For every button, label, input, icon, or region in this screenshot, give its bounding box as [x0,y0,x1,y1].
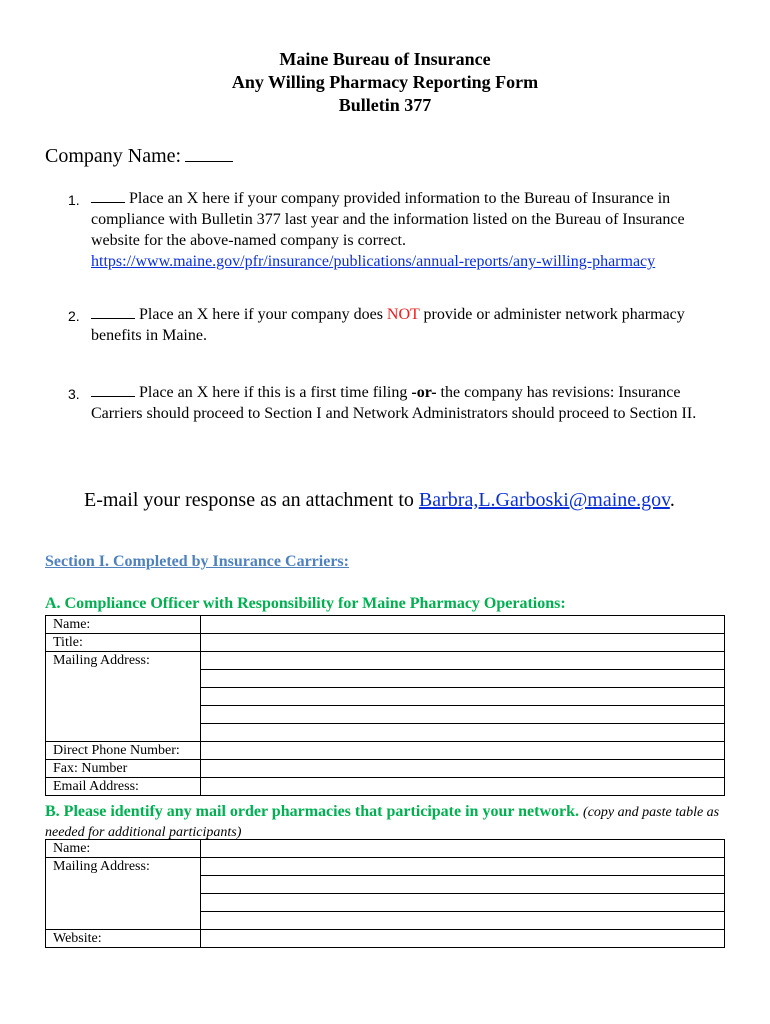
field-label: Mailing Address: [46,652,201,742]
item-2-text-before: Place an X here if your company does [139,306,383,323]
field-label: Name: [46,616,201,634]
email-prefix: E-mail your response as an attachment to [84,489,414,511]
pharmacy-address-field-2[interactable] [201,876,725,894]
company-name-label: Company Name: [45,145,182,167]
table-row [46,760,725,778]
email-suffix: . [669,489,675,511]
table-row [46,634,725,652]
section-b-heading: B. Please identify any mail order pharmacies that participate in your network. [45,803,580,820]
email-field[interactable] [201,778,725,796]
checkbox-blank-2[interactable] [91,304,135,319]
email-link[interactable]: Barbra,L.Garboski@maine.gov [418,489,670,511]
address-field-1[interactable] [201,652,725,670]
pharmacy-address-field-1[interactable] [201,858,725,876]
checkbox-blank-3[interactable] [91,382,135,397]
section-1-title: Section I. Completed by Insurance Carriers: [45,553,349,570]
address-field-4[interactable] [201,706,725,724]
field-label: Title: [46,634,201,652]
list-item-3 [68,382,728,424]
item-3-emphasis: -or- [411,384,437,401]
pharmacy-address-field-3[interactable] [201,894,725,912]
item-3-text-after: the company has revisions: Insurance Carriers should proceed to Section I and Network Administrators should proceed to Section II. [91,384,697,422]
table-row [46,742,725,760]
email-instruction [84,489,675,512]
item-number: 3. [68,386,80,402]
checkbox-blank-1[interactable] [91,188,125,203]
pharmacy-address-field-4[interactable] [201,912,725,930]
list-item-1 [68,188,728,272]
item-number: 1. [68,192,80,208]
field-label: Direct Phone Number: [46,742,201,760]
table-row [46,930,725,948]
item-2-emphasis: NOT [386,306,420,323]
company-name-row [45,143,233,168]
field-label: Fax: Number [46,760,201,778]
header-line-1: Maine Bureau of Insurance [279,49,491,69]
table-row [46,616,725,634]
address-field-3[interactable] [201,688,725,706]
field-label: Website: [46,930,201,948]
name-field[interactable] [201,616,725,634]
table-row [46,778,725,796]
item-number: 2. [68,308,80,324]
website-field[interactable] [201,930,725,948]
section-a-title: A. Compliance Officer with Responsibility for Maine Pharmacy Operations: [45,595,566,612]
any-willing-pharmacy-link[interactable]: https://www.maine.gov/pfr/insurance/publications/annual-reports/any-willing-pharmacy [91,253,656,270]
field-label: Mailing Address: [46,858,201,930]
table-row [46,858,725,876]
field-label: Email Address: [46,778,201,796]
pharmacy-name-field[interactable] [201,840,725,858]
title-field[interactable] [201,634,725,652]
item-2-text-after: provide or administer network pharmacy benefits in Maine. [91,306,685,344]
table-row [46,652,725,670]
header-line-2: Any Willing Pharmacy Reporting Form [231,72,539,92]
address-field-2[interactable] [201,670,725,688]
phone-field[interactable] [201,742,725,760]
fax-field[interactable] [201,760,725,778]
header-line-3: Bulletin 377 [338,95,432,115]
field-label: Name: [46,840,201,858]
address-field-5[interactable] [201,724,725,742]
section-b-note: (copy and paste table as needed for additional participants) [45,805,720,840]
section-b-title [45,802,725,842]
item-1-text: Place an X here if your company provided information to the Bureau of Insurance in compliance with Bulletin 377 last year and the information listed on the Bureau of Insurance website for the above-named company is correct. [91,190,685,249]
item-3-text-before: Place an X here if this is a first time filing [139,384,408,401]
company-name-field[interactable] [185,143,233,162]
mail-order-pharmacy-table [45,839,725,948]
table-row [46,840,725,858]
list-item-2 [68,304,728,346]
form-header [0,48,770,117]
compliance-officer-table [45,615,725,796]
